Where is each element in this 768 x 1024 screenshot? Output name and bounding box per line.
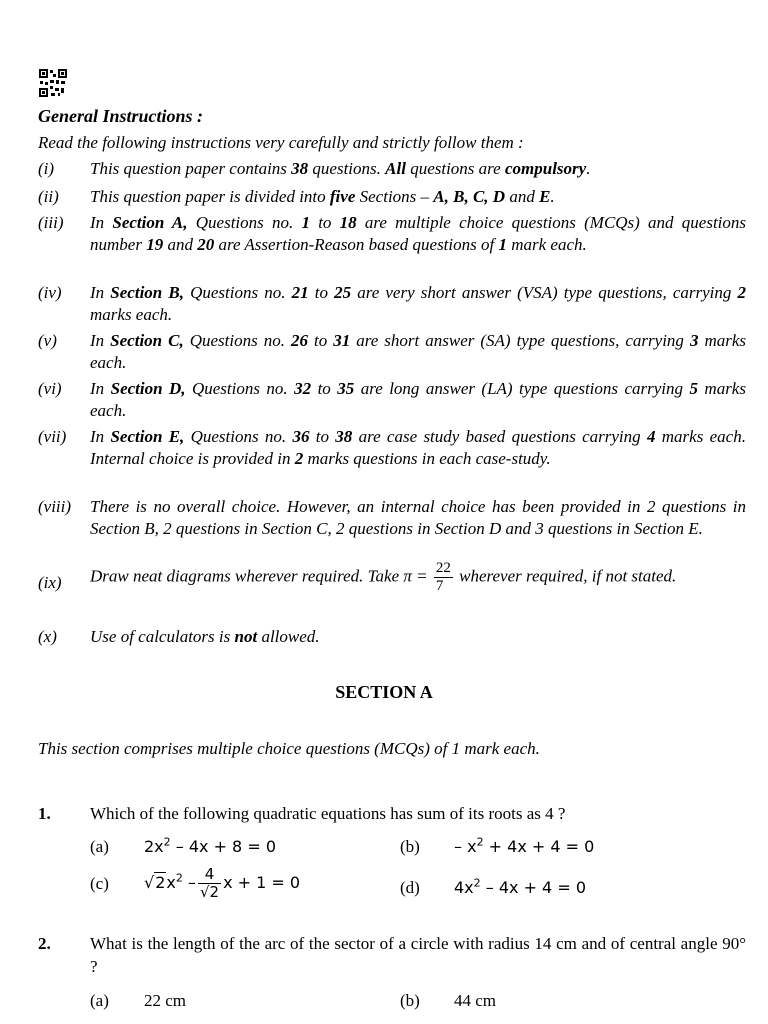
- question-text: What is the length of the arc of the sector of a circle with radius 14 cm and of central angle 90° ?: [90, 934, 746, 976]
- instruction-text: In Section E, Questions no. 36 to 38 are case study based questions carrying 4 marks each. Internal choice is provided in 2 marks questions in each case-study.: [90, 427, 746, 468]
- option-d: (d) $4x^2 - 4x + 4 = 0$: [400, 877, 586, 898]
- option-value: 22 cm: [144, 991, 187, 1010]
- option-a: (a) $2x^2 - 4x + 8 = 0$: [90, 836, 276, 857]
- instruction-text: There is no overall choice. However, an internal choice has been provided in 2 questions in Section B, 2 questions in Section C, 2 questions in Section D and 3 questions in Section E.: [90, 497, 746, 538]
- instruction-number: (i): [38, 159, 55, 178]
- pi-fraction: $\frac{22}{7}$: [435, 560, 451, 594]
- option-c: (c) $√2x^2$ – $\frac{4}{√2}$ x + 1 = 0: [90, 865, 301, 901]
- instruction-number: (ix): [38, 573, 62, 592]
- fraction: $\frac{4}{√2}$: [199, 865, 220, 901]
- option-label: (a): [90, 991, 109, 1010]
- option-b: [400, 991, 496, 1011]
- question-text: Which of the following quadratic equations has sum of its roots as 4 ?: [90, 804, 566, 823]
- instruction-number: (ii): [38, 187, 59, 206]
- instruction-number: (viii): [38, 497, 72, 516]
- question-number: 2.: [38, 934, 51, 953]
- instruction-text: Use of calculators is not allowed.: [90, 627, 320, 646]
- instruction-item: [38, 282, 746, 326]
- instruction-number: (iv): [38, 283, 62, 302]
- question-number: 1.: [38, 804, 51, 823]
- instruction-text: In Section A, Questions no. 1 to 18 are multiple choice questions (MCQs) and questions number 19 and 20 are Assertion-Reason based questions of 1 mark each.: [90, 213, 747, 254]
- instruction-text: In Section B, Questions no. 21 to 25 are very short answer (VSA) type questions, carrying 2 marks each.: [90, 283, 747, 324]
- instruction-item: [38, 426, 746, 470]
- instruction-item: [38, 378, 746, 422]
- sqrt-symbol: √2: [144, 873, 166, 892]
- instruction-number: (x): [38, 627, 57, 646]
- instruction-item: [38, 186, 746, 208]
- instruction-item: [38, 496, 746, 540]
- option-label: (b): [400, 837, 420, 857]
- instruction-item: [38, 158, 746, 180]
- question-item: [38, 932, 746, 978]
- instruction-text: In Section C, Questions no. 26 to 31 are short answer (SA) type questions, carrying 3 marks each.: [90, 331, 746, 372]
- instruction-number: (vii): [38, 427, 67, 446]
- option-label: (a): [90, 837, 109, 857]
- question-item: [38, 802, 746, 825]
- instruction-text: In Section D, Questions no. 32 to 35 are long answer (LA) type questions carrying 5 marks each.: [90, 379, 746, 420]
- instruction-item: [38, 212, 746, 256]
- instruction-number: (vi): [38, 379, 62, 398]
- instruction-text: Draw neat diagrams wherever required. Take π = $\frac{22}{7}$ wherever required, if not stated.: [90, 560, 677, 594]
- option-label: (b): [400, 991, 420, 1010]
- option-label: (c): [90, 873, 109, 893]
- option-a: [90, 991, 186, 1011]
- instruction-text: This question paper is divided into five Sections – A, B, C, D and E.: [90, 187, 555, 206]
- instructions-title: General Instructions :: [38, 106, 204, 126]
- option-b: $(b) - x^2 + 4x + 4 = 0$: [400, 836, 595, 857]
- instruction-item: [38, 626, 746, 648]
- instruction-text: This question paper contains 38 questions. All questions are compulsory.: [90, 159, 591, 178]
- instruction-number: (iii): [38, 213, 64, 232]
- instruction-item: [38, 330, 746, 374]
- instructions-intro: Read the following instructions very carefully and strictly follow them :: [38, 133, 524, 152]
- instruction-number: (v): [38, 331, 57, 350]
- section-description: This section comprises multiple choice questions (MCQs) of 1 mark each.: [38, 739, 540, 758]
- option-value: 44 cm: [454, 991, 497, 1010]
- qr-code-icon: [38, 68, 68, 98]
- option-label: (d): [400, 878, 420, 898]
- section-title: SECTION A: [335, 682, 433, 702]
- instruction-item: [38, 560, 746, 595]
